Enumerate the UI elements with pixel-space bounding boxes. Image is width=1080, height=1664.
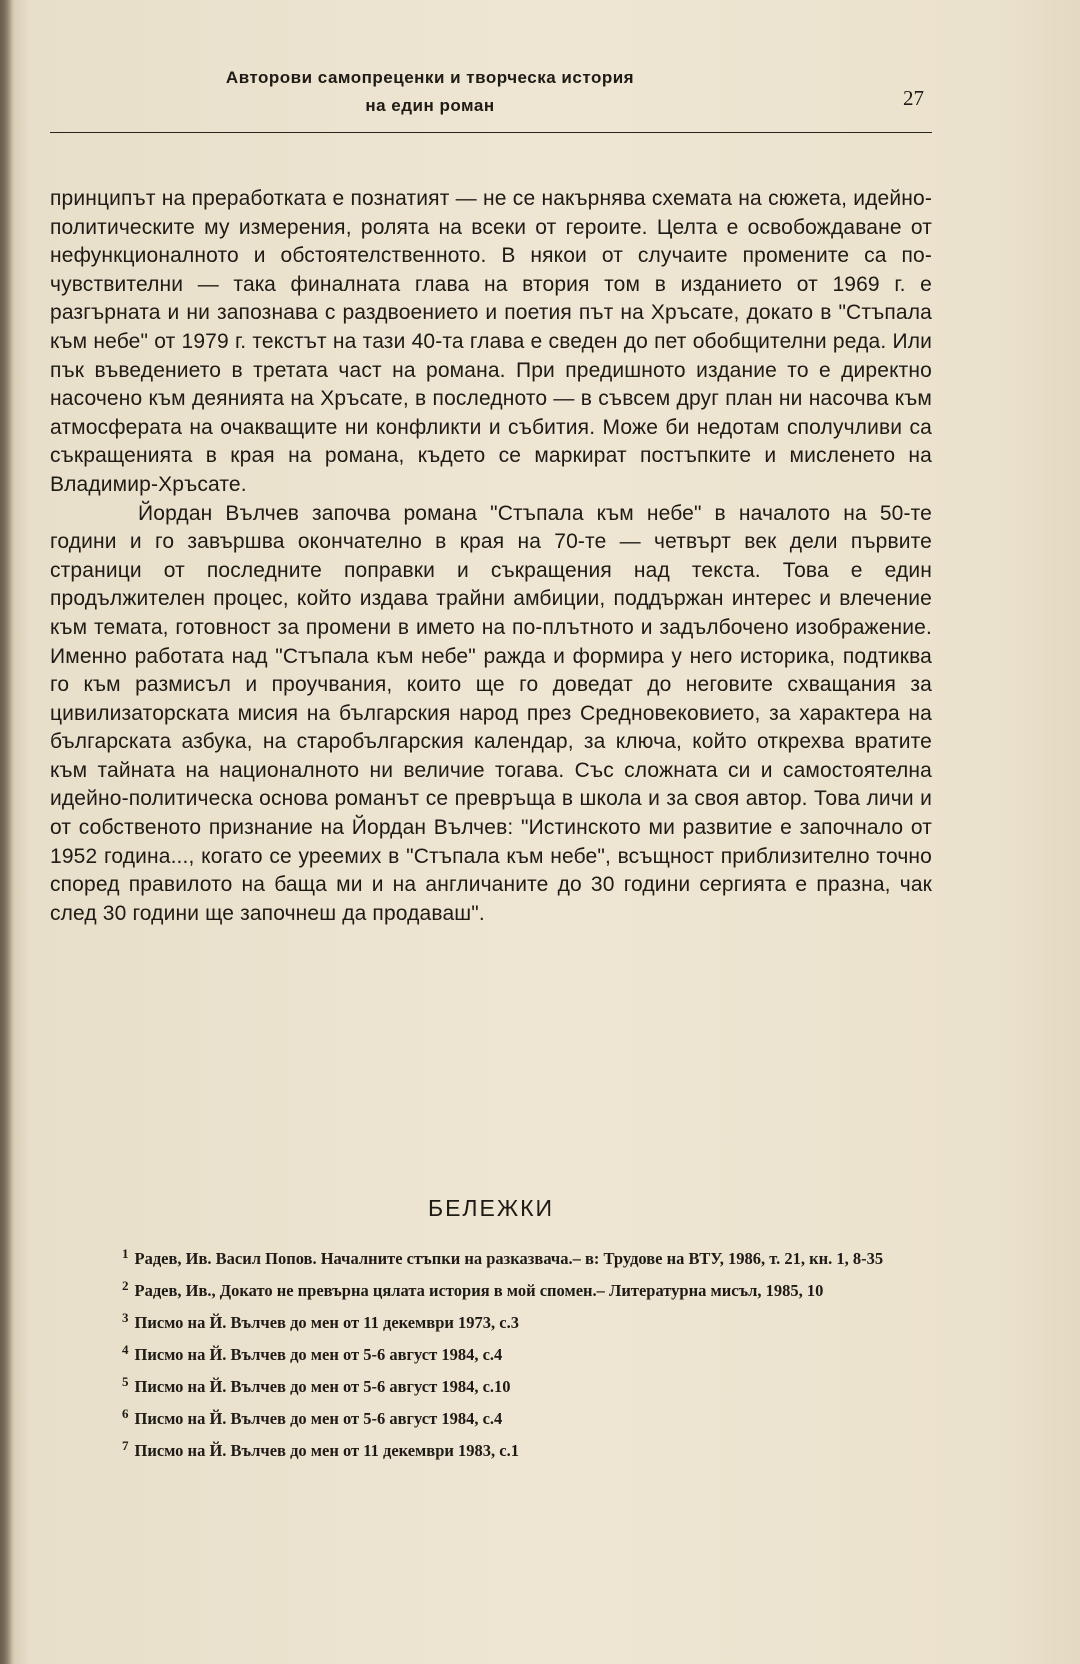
note-text: Радев, Ив. Васил Попов. Началните стъпки на разказвача.– в: Трудове на ВТУ, 1986, т. 21, кн. 1, 8-35 (134, 1249, 884, 1268)
header-title-line-1: Авторови самопреценки и творческа история (225, 68, 635, 87)
note-text: Писмо на Й. Вълчев до мен от 5-6 август 1984, с.4 (134, 1345, 503, 1364)
note-number: 7 (122, 1438, 129, 1453)
main-text (50, 185, 932, 928)
note-number: 1 (122, 1246, 129, 1261)
paragraph-1: принципът на преработката е познатият — не се накърнява схемата на сюжета, идейно-политическите му измерения, ролята на всеки от героите. Целта е освобождаване от нефункционалното и обстоятелственното. В някои от случаите промените са по-чувствителни — такa финалната глава на втория том в изданието от 1969 г. е разгърната и ни запознава с раздвоението и поетия път на Хръсате, докато в "Стъпала към небе" от 1979 г. текстът на тази 40-та глава е сведен до пет обобщителни реда. Или пък въведението в третата част на романа. При предишното издание то е директно насочено към деянията на Хръсате, в последното — в съвсем друг план ни насочва към атмосферата на очакващите ни конфликти и събития. Може би недотам сполучливи са съкращенията в края на романа, където се маркират постъпките и мисленето на Владимир-Хръсате. (50, 187, 932, 496)
note-item (50, 1304, 932, 1336)
header-title-line-2: на един роман (365, 96, 495, 115)
running-header (50, 62, 932, 133)
note-item (50, 1368, 932, 1400)
note-item (50, 1400, 932, 1432)
note-item (50, 1432, 932, 1464)
note-number: 2 (122, 1278, 129, 1293)
note-text: Писмо на Й. Вълчев до мен от 5-6 август 1984, с.10 (134, 1377, 511, 1396)
note-text: Писмо на Й. Вълчев до мен от 11 декември 1983, с.1 (134, 1441, 519, 1460)
note-item (50, 1240, 932, 1272)
paragraph-2: Йордан Вълчев започва романа "Стъпала към небе" в началото на 50-те години и го завършва окончателно в края на 70-те — четвърт век дели първите страници от последните поправки и съкращения над текста. Това е един продължителен процес, който издава трайни амбиции, поддържан интерес и влечение към темата, готовност за промени в името на по-плътното и задълбочено изображение. Именно работата над "Стъпала към небе" ражда и формира у него историка, подтиква го към размисъл и проучвания, които ще го доведат до неговите схващания за цивилизаторската мисия на българския народ през Средновековието, за характера на българската азбука, на старобългарския календар, за ключа, който открехва вратите към тайната на националното ни величие тогава. Със сложната си и самостоятелна идейно-политическа основа романът се превръща в школа и за своя автор. Това личи и от собственото признание на Йордан Вълчев: "Истинското ми развитие е започнало от 1952 година..., когато се уреемих в "Стъпала към небе", всъщност приблизително точно според правилото на баща ми и на англичаните до 30 години сергията е празна, чак след 30 години ще започнеш да продаваш". (50, 501, 932, 925)
note-number: 6 (122, 1406, 129, 1421)
note-item (50, 1272, 932, 1304)
running-header-title (150, 64, 710, 120)
note-text: Радев, Ив., Докато не превърна цялата история в мой спомен.– Литературна мисъл, 1985, 10 (134, 1281, 824, 1300)
note-text: Писмо на Й. Вълчев до мен от 11 декември 1973, с.3 (134, 1313, 519, 1332)
note-number: 4 (122, 1342, 129, 1357)
note-item (50, 1336, 932, 1368)
note-text: Писмо на Й. Вълчев до мен от 5-6 август 1984, с.4 (134, 1409, 503, 1428)
page-number: 27 (903, 86, 924, 110)
note-number: 3 (122, 1310, 129, 1325)
book-spine-shadow (0, 0, 14, 1664)
notes-heading: БЕЛЕЖКИ (427, 1195, 555, 1221)
note-number: 5 (122, 1374, 129, 1389)
notes-list (50, 1240, 932, 1464)
